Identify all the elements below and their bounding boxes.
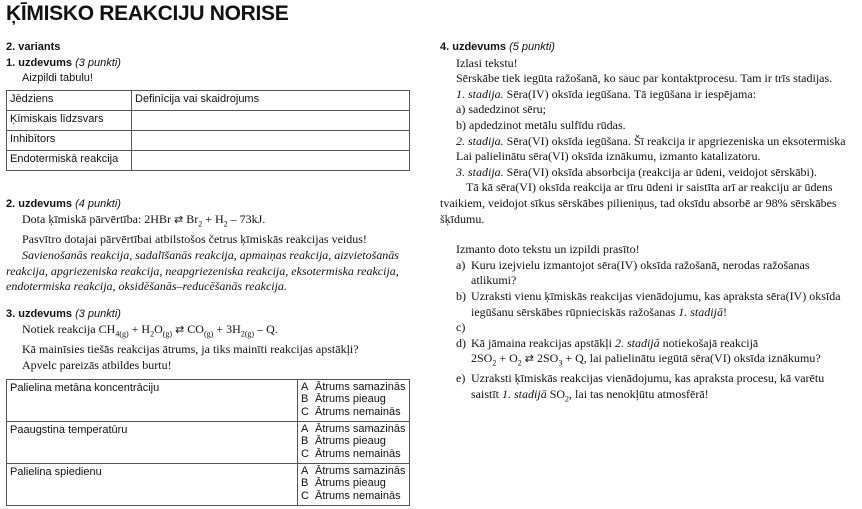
task4-line: Izlasi tekstu! bbox=[456, 55, 518, 70]
task3-table bbox=[6, 379, 410, 506]
task3-equation: Notiek reakcija $CH_{4(g)} + H_2O_{(g)}$ ⇄ $CO_{(g)} + 3H_{2(g)} - Q$. bbox=[22, 322, 278, 339]
question-c: c) bbox=[456, 320, 466, 335]
task2-instruction: Pasvītro dotajai pārvērtībai atbilstošos četrus ķīmiskās reakcijas veidus! bbox=[22, 232, 367, 247]
question-a: a) Kuru izejvielu izmantojot sēra(IV) oksīda ražošanā, nerodas ražošanas atlikumi? bbox=[456, 257, 810, 288]
task4-line: a) sadedzinot sēru; bbox=[456, 102, 546, 117]
task3-instruction: Apvelc pareizās atbildes burtu! bbox=[22, 357, 172, 372]
task2-equation: Dota ķīmiskā pārvērtība: 2HBr ⇄ $Br_2 + H_2 - 73kJ$. bbox=[22, 212, 266, 229]
options-cell bbox=[298, 463, 410, 505]
option-c[interactable]: C Ātrums nemainās bbox=[301, 489, 401, 502]
task1-table bbox=[6, 90, 410, 171]
task2-options-line: Savienošanās reakcija, sadalīšanās reakcija, apmaiņas reakcija, aizvietošanās bbox=[22, 247, 399, 262]
variant-label: 2. variants bbox=[6, 41, 61, 53]
table-header-row bbox=[7, 90, 410, 110]
task1-instruction: Aizpildi tabulu! bbox=[22, 72, 93, 85]
concept-cell: Endotermiskā reakcija bbox=[7, 150, 132, 170]
right-column bbox=[440, 40, 856, 407]
table-row bbox=[7, 110, 410, 130]
task4-line: Lai palielinātu sēra(VI) oksīda iznākumu, izmanto katalizatoru. bbox=[456, 149, 761, 164]
option-b[interactable]: B Ātrums pieaug bbox=[301, 393, 386, 405]
col-definition-header: Definīcija vai skaidrojums bbox=[132, 90, 410, 110]
condition-cell: Palielina metāna koncentrāciju bbox=[7, 379, 298, 421]
answer-cell[interactable] bbox=[132, 130, 410, 150]
task4-line: 2. stadija. Sēra(VI) oksīda iegūšana. Šī reakcija ir apgriezeniska un eksotermiska bbox=[456, 133, 846, 148]
task4-line: tvaikiem, veidojot sīkus sērskābes pilieniņus, tad oksīdu absorbē ar 98% sērskābes bbox=[440, 195, 837, 210]
concept-cell: Ķīmiskais līdzsvars bbox=[7, 110, 132, 130]
question-e: e) Uzraksti ķīmiskās reakcijas vienādojumu, kas apraksta procesu, kā varētu saistīt 1. stadijā $SO_2$, lai tas nenokļūtu atmosfērā! bbox=[456, 371, 825, 404]
table-row bbox=[7, 379, 410, 421]
option-c[interactable]: C Ātrums nemainās bbox=[301, 447, 401, 460]
task1-heading: 1. uzdevums (3 punkti) bbox=[6, 56, 121, 69]
task4-line: Sērskābe tiek iegūta ražošanā, ko sauc par kontaktprocesu. Tam ir trīs stadijas. bbox=[456, 71, 833, 86]
question-b: b) Uzraksti vienu ķīmiskās reakcijas vienādojumu, kas apraksta sēra(IV) oksīda iegūšanu sērskābes rūpnieciskās ražošanas 1. stadijā! bbox=[456, 288, 841, 319]
option-b[interactable]: B Ātrums pieaug bbox=[301, 477, 386, 489]
answer-cell[interactable] bbox=[132, 110, 410, 130]
task2-options-line: endotermiska reakcija, oksidēšanās–reducēšanās reakcija. bbox=[6, 279, 287, 294]
options-cell bbox=[298, 379, 410, 421]
answer-cell[interactable] bbox=[132, 150, 410, 170]
option-a[interactable]: A Ātrums samazinās bbox=[301, 380, 406, 393]
condition-cell: Paaugstina temperatūru bbox=[7, 421, 298, 463]
task4-line: Tā kā sēra(VI) oksīda reakcija ar tīru ūdeni ir saistīta arī ar reakciju ar ūdens bbox=[466, 180, 833, 195]
option-a[interactable]: A Ātrums samazinās bbox=[301, 422, 406, 435]
option-b[interactable]: B Ātrums pieaug bbox=[301, 435, 386, 447]
task4-line: b) apdedzinot metālu sulfīdu rūdas. bbox=[456, 117, 626, 132]
table-row bbox=[7, 421, 410, 463]
col-concept-header: Jēdziens bbox=[7, 90, 132, 110]
task4-line: 3. stadija. Sēra(VI) oksīda absorbcija (reakcija ar ūdeni, veidojot sērskābi). bbox=[456, 164, 817, 179]
option-a[interactable]: A Ātrums samazinās bbox=[301, 464, 406, 477]
task3-question: Kā mainīsies tiešās reakcijas ātrums, ja tiks mainīti reakcijas apstākļi? bbox=[22, 342, 359, 357]
option-c[interactable]: C Ātrums nemainās bbox=[301, 405, 401, 418]
table-row bbox=[7, 130, 410, 150]
page-title: ĶĪMISKO REAKCIJU NORISE bbox=[6, 2, 289, 25]
task4-line: 1. stadija. Sēra(IV) oksīda iegūšana. Tā iegūšana ir iespējama: bbox=[456, 86, 757, 101]
task2-heading: 2. uzdevums (4 punkti) bbox=[6, 197, 121, 210]
table-row bbox=[7, 150, 410, 170]
options-cell bbox=[298, 421, 410, 463]
condition-cell: Palielina spiedienu bbox=[7, 463, 298, 505]
task3-heading: 3. uzdevums (3 punkti) bbox=[6, 307, 121, 320]
task2-options-line: reakcija, apgriezeniska reakcija, neapgriezeniska reakcija, eksotermiska reakcija, bbox=[6, 263, 399, 278]
task4-heading: 4. uzdevums (5 punkti) bbox=[440, 41, 555, 53]
task4-instruction: Izmanto doto tekstu un izpildi prasīto! bbox=[456, 242, 640, 257]
task4-line: šķīdumu. bbox=[440, 211, 485, 226]
concept-cell: Inhibītors bbox=[7, 130, 132, 150]
left-column bbox=[6, 40, 410, 506]
table-row bbox=[7, 463, 410, 505]
question-d: d) Kā jāmaina reakcijas apstākļi 2. stadijā notiekošajā reakcijā $2SO_2 + O_2$ ⇄ $2SO_3 + Q$, lai palielinātu iegūtā sēra(VI) oksīda iznākumu? bbox=[456, 335, 821, 368]
